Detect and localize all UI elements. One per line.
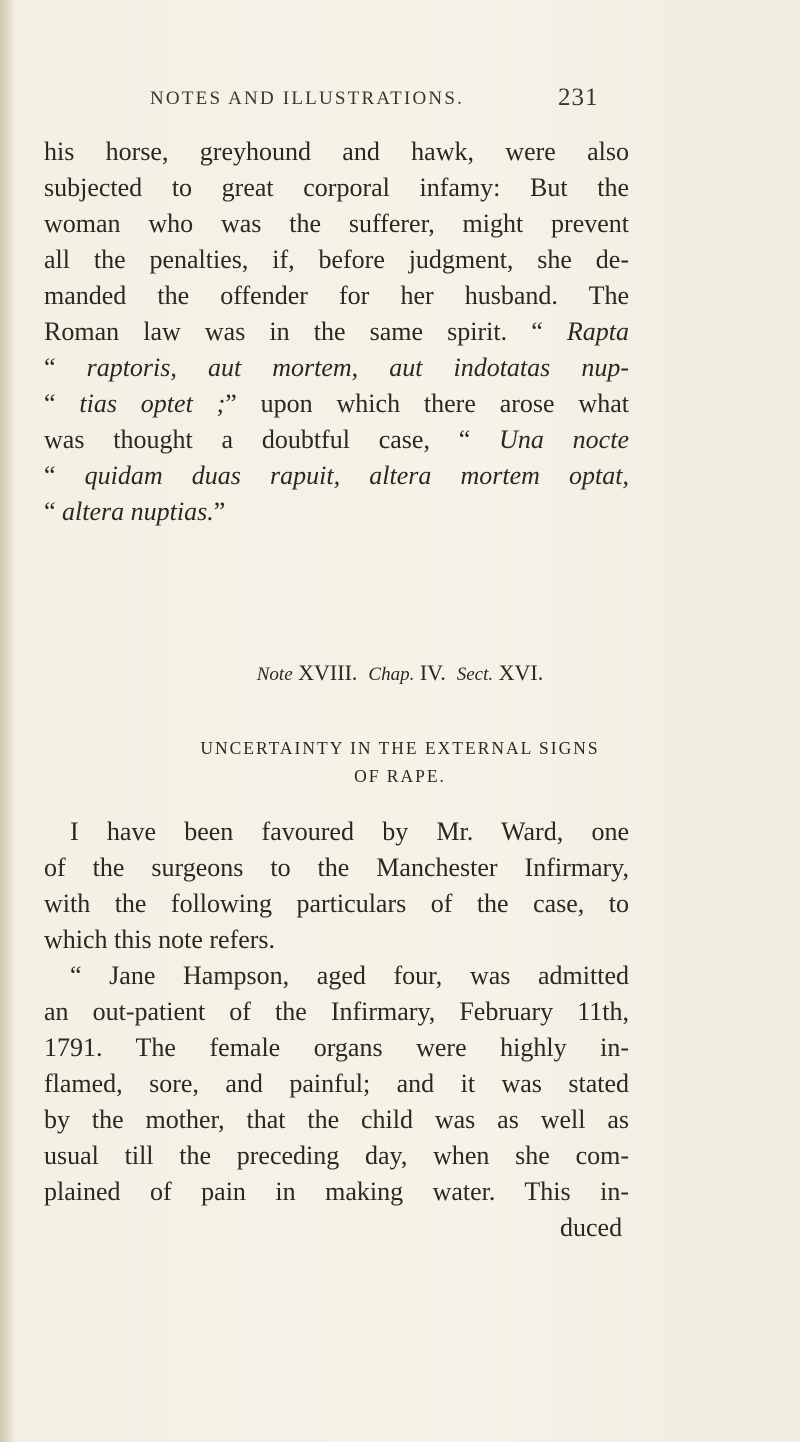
text-line: of the surgeons to the Manchester Infirmary, <box>44 853 629 882</box>
latin-text: raptoris, aut mortem, aut indotatas nup- <box>86 353 629 382</box>
text-line: plained of pain in making water. This in- <box>44 1177 629 1206</box>
text-roman: ” upon which there arose what <box>225 389 629 418</box>
page-gutter <box>0 0 14 1442</box>
text-line: all the penalties, if, before judgment, she de- <box>44 245 629 274</box>
text-line <box>44 459 629 493</box>
note-reference <box>0 660 800 686</box>
text-line: his horse, greyhound and hawk, were also <box>44 137 629 166</box>
latin-text: tias optet ; <box>79 389 226 418</box>
quote-mark: “ <box>44 389 80 418</box>
text-line: with the following particulars of the case, to <box>44 889 629 918</box>
latin-text: Una nocte <box>499 425 629 454</box>
page-number: 231 <box>558 84 599 111</box>
latin-text: altera nuptias. <box>62 497 214 526</box>
quote-mark: ” <box>213 497 226 526</box>
text-roman: Roman law was in the same spirit. “ <box>44 317 567 346</box>
text-line: woman who was the sufferer, might prevent <box>44 209 629 238</box>
section-heading: OF RAPE. <box>354 766 446 786</box>
text-line: 1791. The female organs were highly in- <box>44 1033 629 1062</box>
text-line: manded the offender for her husband. The <box>44 281 629 310</box>
text-line <box>44 387 629 421</box>
text-line: an out-patient of the Infirmary, February 11th, <box>44 997 629 1026</box>
text-line <box>44 423 629 457</box>
text-roman: was thought a doubtful case, “ <box>44 425 500 454</box>
text-line <box>44 315 629 349</box>
text-line: by the mother, that the child was as well as <box>44 1105 629 1134</box>
quote-mark: “ <box>44 497 63 526</box>
chapter-number: IV. <box>419 660 446 685</box>
section-number: XVI. <box>498 660 544 685</box>
quote-mark: “ <box>44 353 87 382</box>
section-heading: UNCERTAINTY IN THE EXTERNAL SIGNS <box>200 738 600 758</box>
text-line: which this note refers. <box>44 925 276 954</box>
quote-mark: “ <box>44 461 85 490</box>
chapter-label: Chap. <box>368 664 415 685</box>
text-line: subjected to great corporal infamy: But the <box>44 173 629 202</box>
text-line: usual till the preceding day, when she com- <box>44 1141 629 1170</box>
note-label: Note <box>256 664 293 685</box>
latin-text: quidam duas rapuit, altera mortem optat, <box>84 461 629 490</box>
text-line: I have been favoured by Mr. Ward, one <box>70 817 629 846</box>
catchword: duced <box>560 1213 623 1242</box>
note-number: XVIII. <box>298 660 358 685</box>
latin-text: Rapta <box>566 317 629 346</box>
text-line <box>44 351 629 385</box>
running-head: NOTES AND ILLUSTRATIONS. <box>150 88 465 109</box>
text-line <box>44 495 629 529</box>
text-line: flamed, sore, and painful; and it was stated <box>44 1069 629 1098</box>
text-line: “ Jane Hampson, aged four, was admitted <box>70 961 629 990</box>
section-label: Sect. <box>456 664 494 685</box>
